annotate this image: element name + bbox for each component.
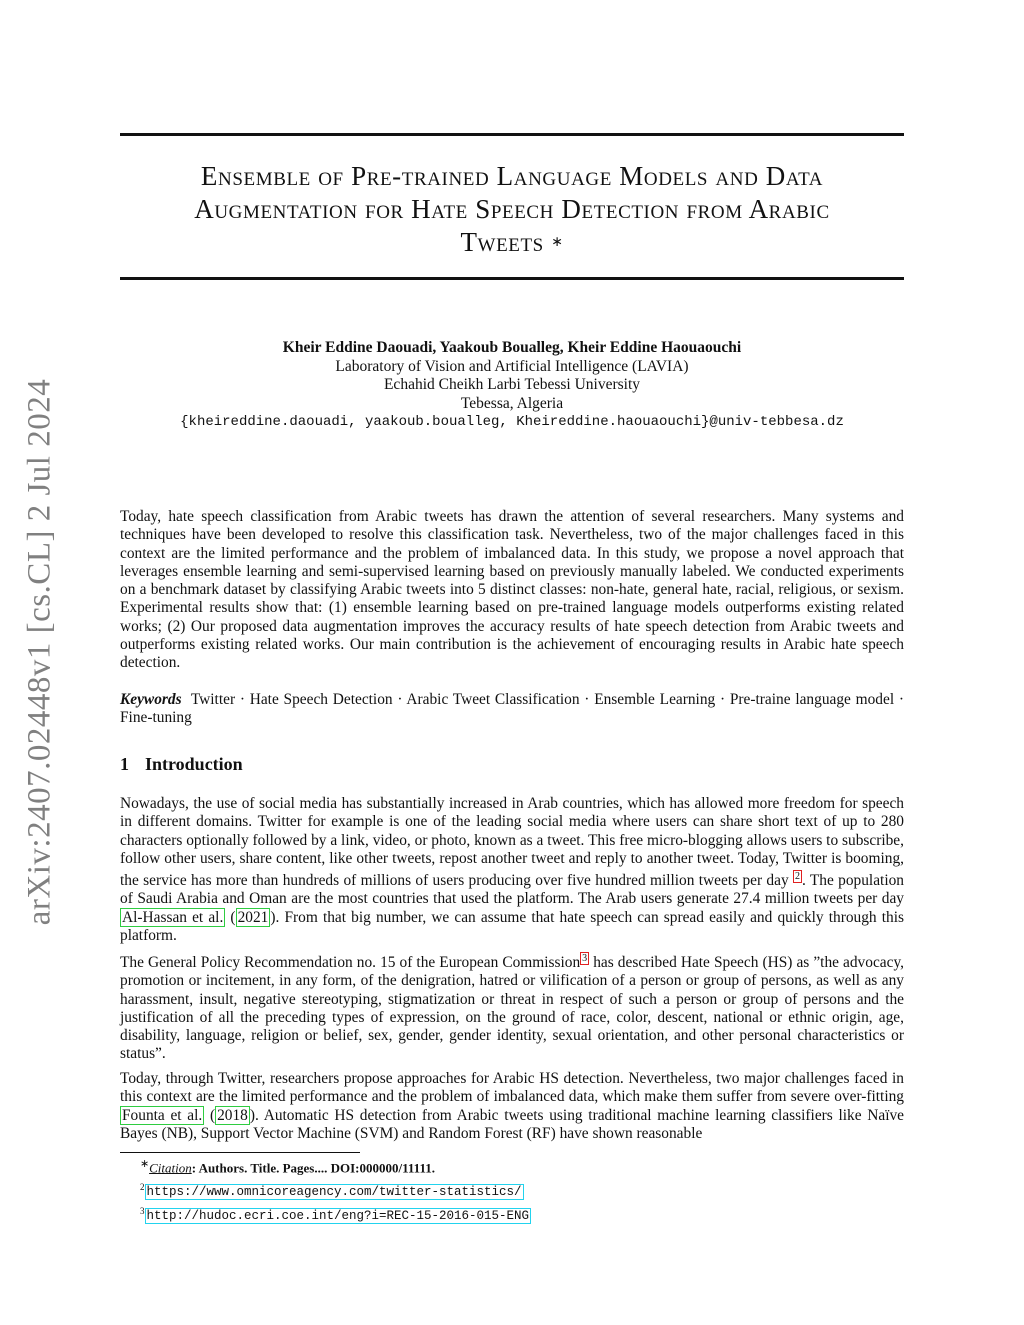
section-title: Introduction (145, 754, 243, 774)
text: has described Hate Speech (HS) as ”the advocacy, promotion or incitement, in any form, of the denigration, hatred or vilification of a person or group of persons, as well as any harassment, insult, negative stereotyping, stigmatization or threat in respect of such a person or group of persons and the justification of all the preceding types of expression, on the ground of race, color, descent, national or ethnic origin, age, disability, language, religion or belief, sex, gender, gender identity, sexual orientation, and other personal characteristics or status”. (120, 954, 904, 1063)
text: . Automatic HS detection from Arabic tweets using traditional machine learning classifiers like Naïve Bayes (NB), Support Vector Machine (SVM) and Random Forest (RF) have shown reasonable (120, 1106, 904, 1142)
affiliation-university: Echahid Cheikh Larbi Tebessi University (383, 376, 641, 393)
affiliation-lab: Laboratory of Vision and Artificial Intelligence (LAVIA) (335, 357, 689, 375)
author-names: Kheir Eddine Daouadi, Yaakoub Boualleg, Kheir Eddine Haouaouchi (282, 339, 742, 356)
footnote-1 (140, 1155, 531, 1178)
footnote-link-2[interactable]: 2 (794, 871, 800, 882)
title-line: Ensemble of Pre-trained Language Models and Data (200, 161, 824, 191)
footnote-url-link[interactable]: https://www.omnicoreagency.com/twitter-statistics/ (146, 1185, 522, 1200)
text: . From that big number, we can assume that hate speech can spread easily and quickly through this platform. (120, 908, 904, 944)
title-footnote-mark[interactable]: ∗ (551, 235, 564, 250)
intro-paragraph-1: Nowadays, the use of social media has substantially increased in Arab countries, which has allowed more freedom for speech in different domains. Twitter for example is one of the leading social media where users can share short text of up to 280 characters optionally followed by a link, video, or photo, known as a tweet. This free micro-blogging allows users to subscribe, follow other users, share content, like other tweets, repost another tweet and reply to another tweet. Today, Twitter is booming, the service has more than hundreds of millions of users producing over five hundred million tweets per day $^2$ . The population of Saudi Arabia and Oman are the most countries that used the platform. The Arab users generate 27.4 million tweets per day Al-Hassan et al. ( 2021 ). From that big number, we can assume that hate speech can spread easily and quickly through this platform. (120, 795, 904, 944)
title-line-text: Tweets (460, 227, 544, 257)
footnotes (140, 1155, 531, 1225)
text: . The population of Saudi Arabia and Oman are the most countries that used the platform. The Arab users generate 27.4 million tweets per day (120, 872, 904, 908)
keywords (120, 691, 904, 728)
footnote-text: : Authors. Title. Pages.... DOI:000000/11111. (191, 1160, 435, 1176)
footnote-mark: ∗ (140, 1158, 150, 1170)
citation-year-link[interactable]: 2018 (217, 1106, 248, 1124)
citation-link[interactable]: Al-Hassan et al. (122, 908, 224, 926)
title-line: Augmentation for Hate Speech Detection from Arabic (194, 194, 830, 224)
footnote-3 (140, 1202, 531, 1226)
text: Nowadays, the use of social media has substantially increased in Arab countries, which has allowed more freedom for speech in different domains. Twitter for example is one of the leading social media where users can share short text of up to 280 characters optionally followed by a link, video, or photo, known as a tweet. This free micro-blogging allows users to subscribe, follow other users, share content, like other tweets, repost another tweet and reply to another tweet. Today, Twitter is booming, the service has more than hundreds of millions of users producing over five hundred million tweets per day (120, 795, 904, 890)
footnote-mark: 2 (140, 1181, 145, 1192)
footnote-divider (120, 1152, 360, 1153)
keywords-text: Twitter · Hate Speech Detection · Arabic Tweet Classification · Ensemble Learning · Pre-traine language model · Fine-tuning (120, 691, 904, 727)
footnote-label: Citation (149, 1160, 192, 1176)
title-rule-bottom (120, 277, 904, 280)
paper-title (110, 160, 914, 259)
keywords-label: Keywords (120, 691, 182, 708)
section-number: 1 (120, 754, 129, 774)
title-rule-top (120, 133, 904, 136)
footnote-2 (140, 1178, 531, 1202)
intro-paragraph-3: Today, through Twitter, researchers propose approaches for Arabic HS detection. Nevertheless, two major challenges faced in this context are the limited performance and the problem of imbalanced data, which make them suffer from severe over-fitting Founta et al. ( 2018 ). Automatic HS detection from Arabic tweets using traditional machine learning classifiers like Naïve Bayes (NB), Support Vector Machine (SVM) and Random Forest (RF) have shown reasonable (120, 1070, 904, 1142)
author-block (120, 339, 904, 432)
citation-year-link[interactable]: 2021 (237, 908, 269, 926)
footnote-mark: 3 (140, 1205, 145, 1216)
text: The General Policy Recommendation no. 15 of the European Commission (120, 954, 581, 972)
abstract: Today, hate speech classification from Arabic tweets has drawn the attention of several researchers. Many systems and techniques have been developed to resolve this classification task. Nevertheless, two of the major challenges faced in this context are the limited performance and the problem of imbalanced data. In this study, we propose a novel approach that leverages ensemble learning and semi-supervised learning based on previously manually labeled. We conducted experiments on a benchmark dataset by classifying Arabic tweets into 5 distinct classes: non-hate, general hate, racial, religious, or sexism. Experimental results show that: (1) ensemble learning based on pre-trained language models outperforms existing related works; (2) Our proposed data augmentation improves the accuracy results of hate speech detection from Arabic tweets and outperforms existing related works. Our main contribution is the achievement of encouraging results in Arabic hate speech detection. (120, 508, 904, 671)
footnote-url-link[interactable]: http://hudoc.ecri.coe.int/eng?i=REC-15-2016-015-ENG (146, 1208, 530, 1223)
footnote-link-3[interactable]: 3 (582, 953, 588, 964)
author-emails: {kheireddine.daouadi, yaakoub.boualleg, Kheireddine.haouaouchi}@univ-tebbesa.dz (180, 414, 844, 430)
arxiv-identifier[interactable]: arXiv:2407.02448v1 [cs.CL] 2 Jul 2024 (21, 378, 58, 926)
intro-paragraph-2 (120, 950, 904, 1064)
title-line (110, 226, 914, 259)
section-heading (120, 754, 259, 775)
citation-link[interactable]: Founta et al. (122, 1106, 203, 1124)
affiliation-location: Tebessa, Algeria (460, 394, 564, 412)
text: Today, through Twitter, researchers propose approaches for Arabic HS detection. Nevertheless, two major challenges faced in this context are the limited performance and the problem of imbalanced data, which make them suffer from severe over-fitting (120, 1070, 904, 1106)
